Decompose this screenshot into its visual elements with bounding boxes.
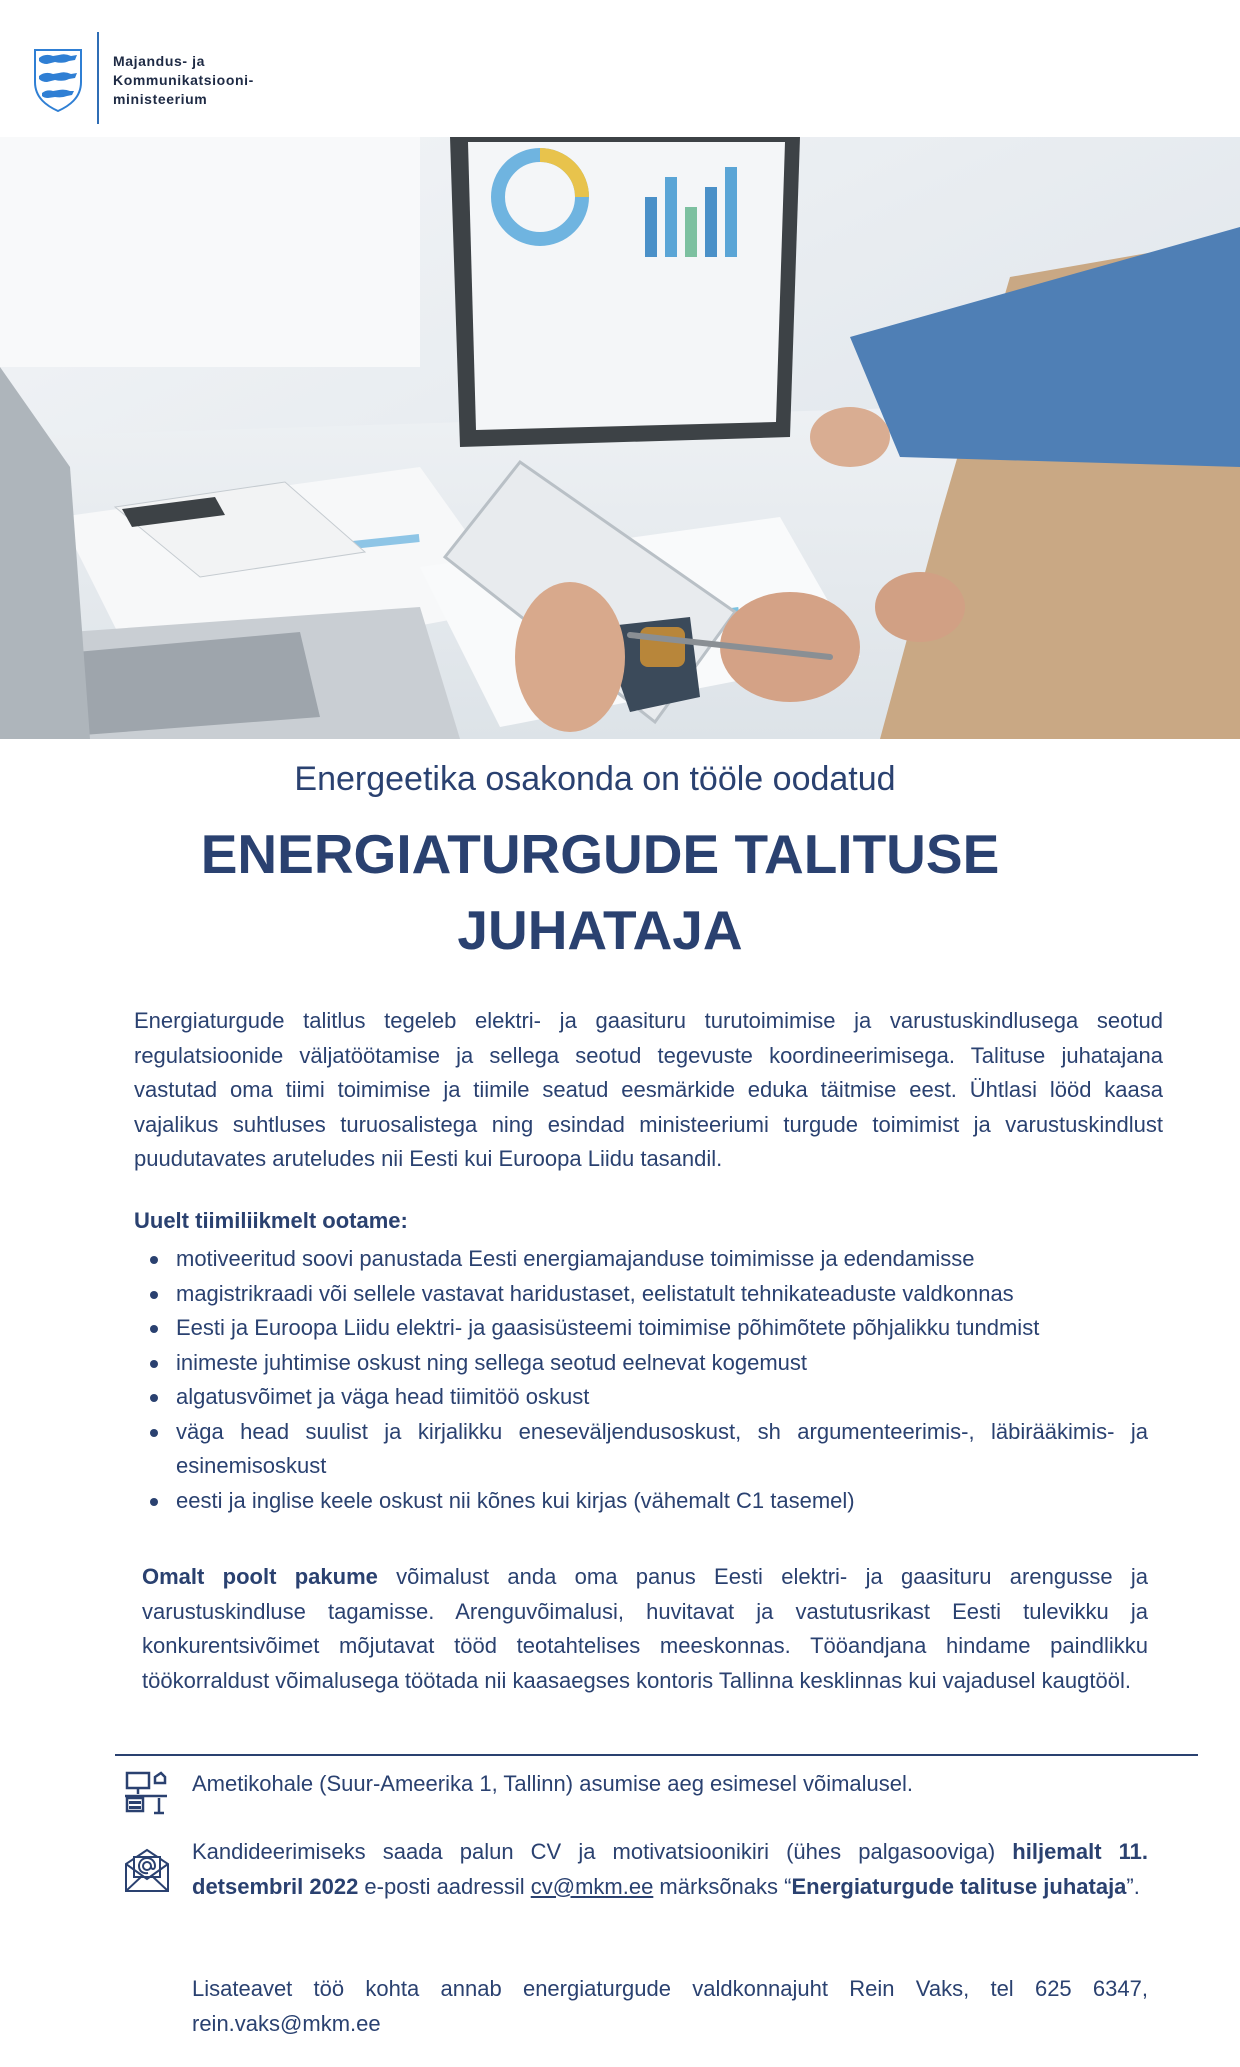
apply-keyword: Energiaturgude talituse juhataja <box>791 1873 1127 1899</box>
ministry-line: ministeerium <box>113 91 208 107</box>
apply-deadline: hiljemalt 11. detsembril 2022 <box>192 1839 1148 1899</box>
apply-text: Kandideerimiseks saada palun CV ja motivatsioonikiri (ühes palgasooviga) <box>192 1839 1013 1864</box>
offer-paragraph <box>142 1560 1148 1698</box>
list-item: eesti ja inglise keele oskust nii kõnes kui kirjas (vähemalt C1 tasemel) <box>134 1484 1148 1519</box>
job-title <box>0 816 1200 968</box>
job-title-line: JUHATAJA <box>457 899 743 961</box>
header-divider <box>97 32 99 124</box>
requirements-list <box>134 1242 1148 1518</box>
apply-text: e-posti aadressil <box>358 1873 531 1899</box>
list-item: magistrikraadi või sellele vastavat haridustaset, eelistatult tehnikateaduste valdkonnas <box>134 1277 1148 1312</box>
office-desk-icon <box>123 1769 169 1815</box>
offer-lead: Omalt poolt pakume <box>142 1564 378 1589</box>
start-date-info: Ametikohale (Suur-Ameerika 1, Tallinn) asumise aeg esimesel võimalusel. <box>192 1771 914 1796</box>
ministry-name <box>113 52 254 109</box>
list-item: Eesti ja Euroopa Liidu elektri- ja gaasisüsteemi toimimise põhimõtete põhjalikku tundmist <box>134 1311 1148 1346</box>
list-item: väga head suulist ja kirjalikku eneseväljendusoskust, sh argumenteerimis-, läbirääkimis- ja esinemisoskust <box>134 1415 1148 1484</box>
application-info <box>192 1835 1148 1904</box>
apply-text: märksõnaks “ <box>653 1873 792 1899</box>
job-title-line: ENERGIATURGUDE TALITUSE <box>200 823 1000 885</box>
contact-info: Lisateavet töö kohta annab energiaturgude valdkonnajuht Rein Vaks, tel 625 6347, rein.vaks@mkm.ee <box>192 1976 1148 2036</box>
job-description: Energiaturgude talitlus tegeleb elektri- ja gaasituru turutoimimise ja varustuskindlusega seotud regulatsioonide väljatöötamise ja sellega seotud tegevuste koordineerimisega. Talituse juhatajana vastutad oma tiimi toimimise ja tiimile seatud eesmärkide eduka täitmise eest. Ühtlasi lööd kaasa vajalikus suhtluses turuosalistega ning esindad ministeeriumi turgude toimimist ja varustuskindlust puudutavates aruteludes nii Eesti kui Euroopa Liidu tasandil. <box>134 1008 1163 1171</box>
list-item: algatusvõimet ja väga head tiimitöö oskust <box>134 1380 1148 1415</box>
ministry-line: Majandus- ja <box>113 53 205 69</box>
estonian-coat-of-arms-icon <box>33 48 83 112</box>
list-item: inimeste juhtimise oskust ning sellega seotud eelnevat kogemust <box>134 1346 1148 1381</box>
hero-photo <box>0 137 1240 739</box>
email-envelope-icon <box>123 1846 171 1894</box>
header <box>0 0 1240 137</box>
list-item: motiveeritud soovi panustada Eesti energiamajanduse toimimisse ja edendamisse <box>134 1242 1148 1277</box>
section-divider <box>115 1754 1198 1756</box>
intro-line: Energeetika osakonda on tööle oodatud <box>294 760 896 798</box>
offer-text: võimalust anda oma panus Eesti elektri- ja gaasituru arengusse ja varustuskindluse tagamisse. Arenguvõimalusi, huvitavat ja vastutusrikast Eesti tulevikku ja konkurentsivõimet mõjutavat tööd teotahtelises meeskonnas. Tööandjana hindame paindlikku töökorraldust võimalusega töötada nii kaasaegses kontoris Tallinna kesklinnas kui vajadusel kaugtööl. <box>142 1564 1148 1693</box>
requirements-heading: Uuelt tiimiliikmelt ootame: <box>134 1208 408 1233</box>
ministry-line: Kommunikatsiooni- <box>113 72 254 88</box>
email-link[interactable]: cv@mkm.ee <box>530 1873 654 1899</box>
apply-text: ”. <box>1126 1873 1140 1899</box>
